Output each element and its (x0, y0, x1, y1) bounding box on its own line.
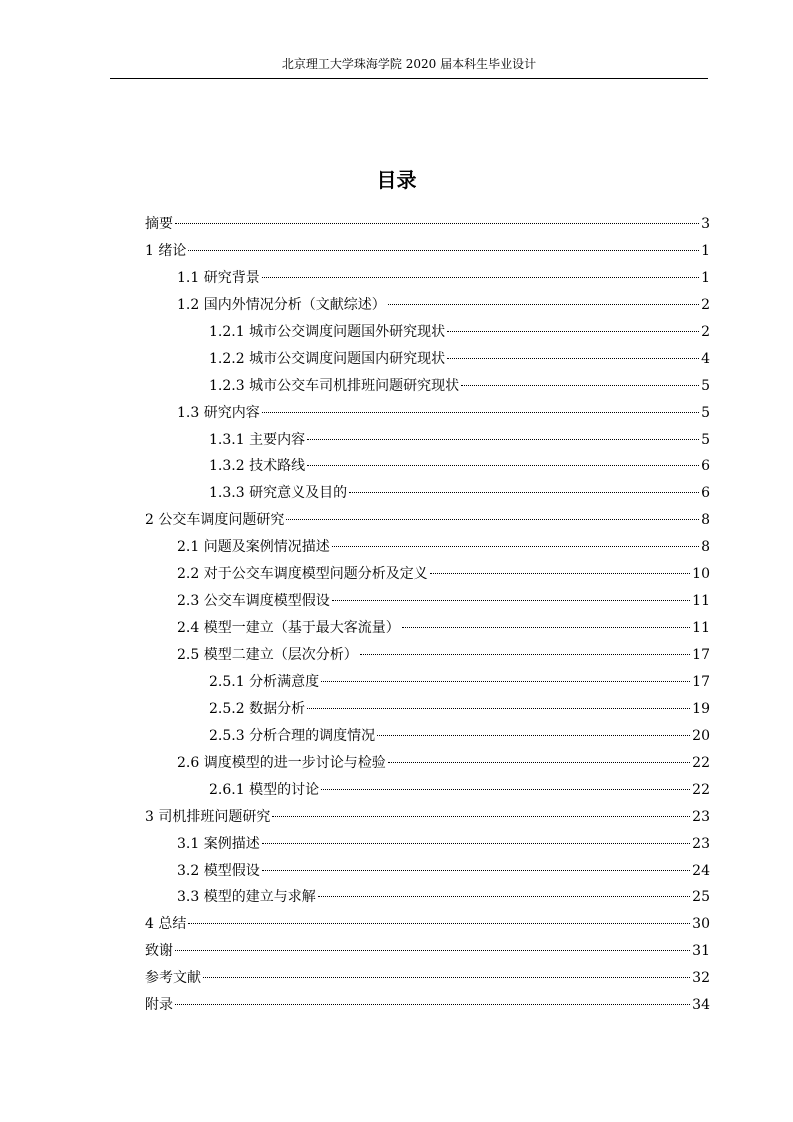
toc-entry[interactable] (145, 400, 710, 427)
toc-entry-page-number: 2 (701, 296, 710, 313)
toc-entry-page-number: 8 (701, 539, 710, 556)
toc-entry[interactable] (145, 965, 710, 992)
toc-entry[interactable] (145, 615, 710, 642)
toc-entry[interactable] (145, 319, 710, 346)
toc-entry[interactable] (145, 804, 710, 831)
toc-entry-page-number: 24 (692, 862, 710, 879)
toc-entry-page-number: 17 (692, 647, 710, 663)
toc-entry[interactable] (145, 480, 710, 507)
toc-dot-leader (262, 870, 690, 871)
toc-entry[interactable] (145, 588, 710, 615)
toc-entry[interactable] (145, 777, 710, 804)
toc-entry-label: 1.2.3 城市公交车司机排班问题研究现状 (209, 377, 460, 394)
toc-entry[interactable] (145, 292, 710, 319)
toc-dot-leader (175, 223, 699, 224)
toc-dot-leader (262, 412, 699, 413)
toc-entry[interactable] (145, 750, 710, 777)
toc-dot-leader (307, 439, 699, 440)
toc-entry-page-number: 30 (692, 916, 710, 933)
toc-dot-leader (332, 546, 699, 547)
toc-dot-leader (360, 654, 690, 655)
toc-entry-page-number: 10 (692, 566, 710, 583)
toc-entry-page-number: 1 (701, 269, 710, 286)
toc-entry[interactable] (145, 723, 710, 750)
toc-entry-label: 2.1 问题及案例情况描述 (177, 539, 330, 556)
toc-dot-leader (430, 573, 690, 574)
toc-entry-page-number: 31 (692, 943, 710, 960)
toc-entry-page-number: 17 (692, 673, 710, 690)
toc-entry[interactable] (145, 211, 710, 238)
toc-entry-page-number: 3 (701, 216, 710, 232)
toc-entry-page-number: 22 (692, 754, 710, 771)
toc-dot-leader (402, 627, 690, 628)
toc-dot-leader (262, 277, 699, 278)
toc-title: 目录 (376, 168, 417, 192)
toc-dot-leader (307, 465, 699, 466)
toc-entry[interactable] (145, 373, 710, 400)
toc-entry-page-number: 4 (701, 350, 710, 367)
header-divider (110, 78, 708, 79)
toc-entry-label: 1.2.1 城市公交调度问题国外研究现状 (209, 323, 446, 340)
toc-entry-label: 1.1 研究背景 (177, 269, 260, 286)
toc-entry-page-number: 5 (701, 431, 710, 448)
toc-entry-page-number: 11 (692, 593, 710, 610)
toc-entry[interactable] (145, 911, 710, 938)
toc-entry-page-number: 23 (692, 835, 710, 852)
toc-entry-page-number: 32 (692, 970, 710, 987)
toc-entry-page-number: 1 (701, 242, 710, 259)
toc-entry-label: 参考文献 (145, 970, 201, 987)
toc-dot-leader (188, 923, 690, 924)
toc-dot-leader (447, 358, 699, 359)
toc-entry[interactable] (145, 265, 710, 292)
toc-entry-label: 2.2 对于公交车调度模型问题分析及定义 (177, 566, 428, 583)
toc-dot-leader (388, 304, 699, 305)
toc-entry[interactable] (145, 696, 710, 723)
toc-entry-label: 2.5.3 分析合理的调度情况 (209, 727, 376, 744)
toc-entry-label: 2.5 模型二建立（层次分析） (177, 647, 358, 663)
toc-entry-label: 1.3.1 主要内容 (209, 431, 306, 448)
toc-entry-label: 2.3 公交车调度模型假设 (177, 593, 330, 610)
toc-entry[interactable] (145, 346, 710, 373)
toc-entry[interactable] (145, 238, 710, 265)
toc-dot-leader (377, 735, 690, 736)
toc-entry[interactable] (145, 858, 710, 885)
toc-entry[interactable] (145, 992, 710, 1019)
toc-entry-label: 2.5.1 分析满意度 (209, 673, 320, 690)
toc-entry-label: 2.5.2 数据分析 (209, 700, 306, 717)
toc-entry[interactable] (145, 938, 710, 965)
toc-entry-label: 附录 (145, 997, 173, 1014)
toc-entry-page-number: 6 (701, 458, 710, 475)
toc-entry-label: 1.3.2 技术路线 (209, 458, 306, 475)
toc-dot-leader (175, 1004, 690, 1005)
toc-entry-page-number: 23 (692, 808, 710, 825)
toc-entry-label: 致谢 (145, 943, 173, 960)
page-header: 北京理工大学珠海学院 2020 届本科生毕业设计 (281, 57, 537, 71)
toc-entry[interactable] (145, 534, 710, 561)
toc-entry[interactable] (145, 453, 710, 480)
toc-entry[interactable] (145, 427, 710, 454)
toc-entry-label: 1 绪论 (145, 242, 187, 259)
toc-dot-leader (318, 896, 690, 897)
toc-dot-leader (349, 492, 699, 493)
toc-entry-label: 3.1 案例描述 (177, 835, 260, 852)
toc-entry[interactable] (145, 831, 710, 858)
toc-entry-page-number: 34 (692, 997, 710, 1014)
toc-dot-leader (388, 762, 690, 763)
toc-entry-label: 3 司机排班问题研究 (145, 808, 271, 825)
toc-entry-label: 1.3 研究内容 (177, 404, 260, 421)
toc-dot-leader (262, 843, 690, 844)
toc-entry-page-number: 6 (701, 485, 710, 502)
toc-dot-leader (321, 789, 690, 790)
toc-entry-label: 摘要 (145, 216, 173, 232)
toc-entry[interactable] (145, 642, 710, 669)
toc-entry-page-number: 19 (692, 700, 710, 717)
toc-entry-label: 1.2 国内外情况分析（文献综述） (177, 296, 386, 313)
toc-entry-label: 1.3.3 研究意义及目的 (209, 485, 348, 502)
toc-entry-label: 3.2 模型假设 (177, 862, 260, 879)
toc-dot-leader (461, 385, 699, 386)
table-of-contents (145, 211, 710, 1019)
toc-entry-label: 1.2.2 城市公交调度问题国内研究现状 (209, 350, 446, 367)
toc-entry-label: 2.6.1 模型的讨论 (209, 781, 320, 798)
toc-dot-leader (203, 977, 690, 978)
toc-entry-label: 2.4 模型一建立（基于最大客流量） (177, 620, 400, 637)
toc-entry[interactable] (145, 669, 710, 696)
toc-entry-page-number: 8 (701, 512, 710, 529)
toc-entry-page-number: 22 (692, 781, 710, 798)
toc-entry-label: 3.3 模型的建立与求解 (177, 889, 316, 906)
toc-dot-leader (307, 708, 690, 709)
toc-entry-page-number: 5 (701, 377, 710, 394)
toc-entry-page-number: 20 (692, 727, 710, 744)
toc-dot-leader (332, 600, 690, 601)
toc-entry[interactable] (145, 507, 710, 534)
toc-dot-leader (272, 816, 690, 817)
toc-entry-label: 2.6 调度模型的进一步讨论与检验 (177, 754, 386, 771)
toc-entry[interactable] (145, 884, 710, 911)
toc-entry-label: 2 公交车调度问题研究 (145, 512, 285, 529)
toc-entry-page-number: 2 (701, 323, 710, 340)
toc-dot-leader (175, 950, 690, 951)
toc-dot-leader (188, 250, 699, 251)
toc-entry-page-number: 5 (701, 404, 710, 421)
toc-entry-page-number: 25 (692, 889, 710, 906)
toc-dot-leader (447, 331, 699, 332)
toc-entry[interactable] (145, 561, 710, 588)
toc-dot-leader (286, 519, 699, 520)
toc-entry-label: 4 总结 (145, 916, 187, 933)
toc-dot-leader (321, 681, 690, 682)
toc-entry-page-number: 11 (692, 620, 710, 637)
